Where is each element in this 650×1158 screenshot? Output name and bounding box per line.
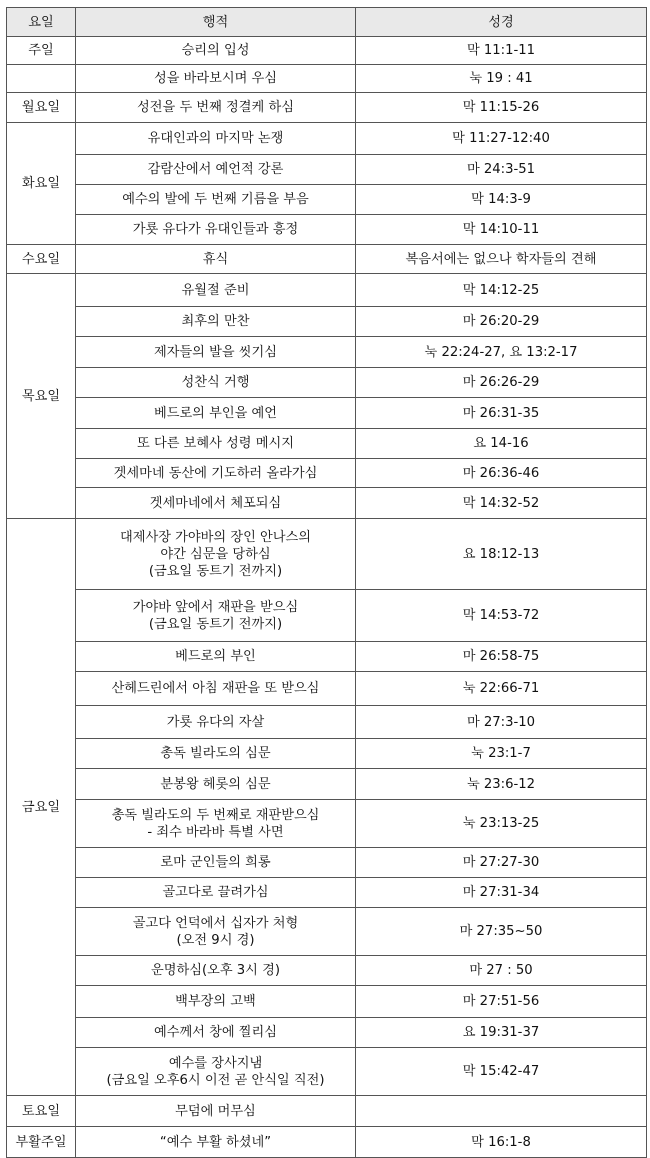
day-cell: 목요일 [7, 274, 76, 519]
event-line: 무덤에 머무심 [175, 1103, 256, 1119]
event-line: 베드로의 부인을 예언 [153, 405, 278, 421]
scripture-cell: 막 14:12-25 [356, 274, 647, 307]
header-row [7, 8, 647, 37]
table-row [7, 215, 647, 245]
event-cell [76, 488, 356, 519]
event-cell [76, 459, 356, 488]
table-row [7, 739, 647, 769]
event-line: 유월절 준비 [181, 282, 250, 298]
event-cell [76, 93, 356, 123]
table-row [7, 245, 647, 274]
table-row [7, 155, 647, 185]
table-row [7, 185, 647, 215]
day-cell: 부활주일 [7, 1127, 76, 1158]
event-cell [76, 368, 356, 398]
table-row [7, 986, 647, 1018]
event-cell [76, 848, 356, 878]
table-row [7, 459, 647, 488]
scripture-cell: 막 14:3-9 [356, 185, 647, 215]
header-day: 요일 [7, 8, 76, 37]
scripture-cell: 눅 23:13-25 [356, 800, 647, 848]
table-row [7, 368, 647, 398]
event-line: - 죄수 바라바 특별 사면 [147, 824, 284, 840]
event-line: 운명하심(오후 3시 경) [151, 963, 280, 978]
day-cell: 토요일 [7, 1096, 76, 1127]
scripture-cell: 막 14:53-72 [356, 590, 647, 642]
day-cell: 주일 [7, 37, 76, 65]
event-cell [76, 215, 356, 245]
scripture-cell: 눅 22:24-27, 요 13:2-17 [356, 337, 647, 368]
table-row [7, 706, 647, 739]
scripture-cell: 마 27 : 50 [356, 956, 647, 986]
day-cell: 화요일 [7, 123, 76, 245]
event-line: 예수께서 창에 찔리심 [153, 1025, 278, 1040]
table-row [7, 1127, 647, 1158]
event-line: (금요일 오후6시 이전 곧 안식일 직전) [106, 1072, 325, 1088]
scripture-cell: 마 27:31-34 [356, 878, 647, 908]
event-line: 가야바 앞에서 재판을 받으심 [132, 599, 299, 615]
event-cell [76, 642, 356, 672]
scripture-cell [356, 1096, 647, 1127]
event-line: (금요일 동트기 전까지) [148, 616, 283, 632]
scripture-cell: 막 14:10-11 [356, 215, 647, 245]
event-cell [76, 185, 356, 215]
table-row [7, 848, 647, 878]
event-line: 제자들의 발을 씻기심 [153, 344, 278, 360]
event-cell [76, 37, 356, 65]
table-row [7, 1096, 647, 1127]
event-line: 감람산에서 예언적 강론 [147, 162, 284, 177]
event-cell [76, 1048, 356, 1096]
event-cell [76, 672, 356, 706]
scripture-cell: 마 26:20-29 [356, 307, 647, 337]
scripture-cell: 요 18:12-13 [356, 519, 647, 590]
scripture-cell: 막 11:15-26 [356, 93, 647, 123]
event-cell [76, 739, 356, 769]
table-row [7, 65, 647, 93]
table-row [7, 800, 647, 848]
event-line: 예수를 장사지냄 [168, 1055, 263, 1071]
day-cell: 금요일 [7, 519, 76, 1096]
scripture-cell: 막 15:42-47 [356, 1048, 647, 1096]
scripture-cell: 막 11:27-12:40 [356, 123, 647, 155]
event-line: 성을 바라보시며 우심 [153, 71, 278, 86]
scripture-cell: 눅 22:66-71 [356, 672, 647, 706]
scripture-cell: 마 26:36-46 [356, 459, 647, 488]
event-line: 승리의 입성 [181, 43, 250, 58]
table-row [7, 488, 647, 519]
scripture-cell: 마 26:31-35 [356, 398, 647, 429]
event-cell [76, 986, 356, 1018]
event-line: 겟세마네 동산에 기도하러 올라가심 [113, 465, 318, 481]
scripture-cell: 요 19:31-37 [356, 1018, 647, 1048]
scripture-cell: 막 11:1-11 [356, 37, 647, 65]
table-row [7, 908, 647, 956]
event-cell [76, 956, 356, 986]
event-line: 백부장의 고백 [175, 994, 256, 1009]
table-row [7, 642, 647, 672]
event-cell [76, 519, 356, 590]
table-row [7, 878, 647, 908]
event-line: 골고다 언덕에서 십자가 처형 [132, 915, 299, 931]
scripture-cell: 마 27:35~50 [356, 908, 647, 956]
event-cell [76, 1127, 356, 1158]
event-cell [76, 800, 356, 848]
passion-week-table [6, 7, 647, 1158]
day-cell [7, 65, 76, 93]
scripture-cell: 마 26:26-29 [356, 368, 647, 398]
scripture-cell: 마 24:3-51 [356, 155, 647, 185]
table-row [7, 307, 647, 337]
event-line: 최후의 만찬 [181, 314, 250, 329]
event-line: 성찬식 거행 [181, 375, 250, 390]
event-cell [76, 429, 356, 459]
table-row [7, 429, 647, 459]
event-cell [76, 398, 356, 429]
table-row [7, 93, 647, 123]
event-line: 야간 심문을 당하심 [160, 546, 271, 562]
event-line: 성전을 두 번째 정결케 하심 [137, 100, 294, 115]
scripture-cell: 눅 19 : 41 [356, 65, 647, 93]
day-cell: 수요일 [7, 245, 76, 274]
table-body [7, 37, 647, 1158]
day-cell: 월요일 [7, 93, 76, 123]
table-row [7, 956, 647, 986]
scripture-cell: 마 27:3-10 [356, 706, 647, 739]
event-cell [76, 706, 356, 739]
scripture-cell: 복음서에는 없으나 학자들의 견해 [356, 245, 647, 274]
header-scripture: 성경 [356, 8, 647, 37]
event-cell [76, 274, 356, 307]
event-line: 가룟 유다의 자살 [166, 714, 265, 730]
event-line: 총독 빌라도의 심문 [160, 746, 271, 761]
event-line: 총독 빌라도의 두 번째로 재판받으심 [111, 807, 320, 823]
event-cell [76, 1096, 356, 1127]
event-line: 분봉왕 헤롯의 심문 [160, 776, 271, 792]
scripture-cell: 눅 23:6-12 [356, 769, 647, 800]
event-line: 유대인과의 마지막 논쟁 [147, 131, 284, 146]
event-line: “예수 부활 하셨네” [159, 1134, 272, 1150]
table-row [7, 590, 647, 642]
table-row [7, 1018, 647, 1048]
event-cell [76, 337, 356, 368]
event-cell [76, 307, 356, 337]
event-line: 대제사장 가야바의 장인 안나스의 [120, 529, 311, 545]
event-cell [76, 155, 356, 185]
event-cell [76, 245, 356, 274]
event-line: 베드로의 부인 [175, 649, 256, 664]
event-line: 산헤드린에서 아침 재판을 또 받으심 [111, 681, 320, 696]
event-line: 가룟 유다가 유대인들과 흥정 [132, 222, 299, 237]
table-row [7, 274, 647, 307]
scripture-cell: 막 16:1-8 [356, 1127, 647, 1158]
scripture-cell: 막 14:32-52 [356, 488, 647, 519]
table-row [7, 769, 647, 800]
event-cell [76, 769, 356, 800]
table-row [7, 519, 647, 590]
scripture-cell: 눅 23:1-7 [356, 739, 647, 769]
table-row [7, 337, 647, 368]
scripture-cell: 마 27:27-30 [356, 848, 647, 878]
event-cell [76, 1018, 356, 1048]
event-line: 골고다로 끌려가심 [162, 885, 269, 900]
event-line: 또 다른 보혜사 성령 메시지 [137, 436, 294, 451]
scripture-cell: 요 14-16 [356, 429, 647, 459]
event-cell [76, 878, 356, 908]
table-row [7, 123, 647, 155]
event-line: 겟세마네에서 체포되심 [149, 495, 282, 511]
event-cell [76, 123, 356, 155]
event-cell [76, 908, 356, 956]
table-row [7, 398, 647, 429]
scripture-cell: 마 27:51-56 [356, 986, 647, 1018]
header-event: 행적 [76, 8, 356, 37]
event-line: (금요일 동트기 전까지) [148, 563, 283, 579]
event-line: 로마 군인들의 희롱 [160, 855, 271, 870]
event-cell [76, 590, 356, 642]
event-line: (오전 9시 경) [176, 932, 255, 948]
table-row [7, 1048, 647, 1096]
event-line: 휴식 [202, 251, 229, 267]
table-row [7, 37, 647, 65]
event-cell [76, 65, 356, 93]
event-line: 예수의 발에 두 번째 기름을 부음 [122, 192, 309, 207]
table-row [7, 672, 647, 706]
scripture-cell: 마 26:58-75 [356, 642, 647, 672]
